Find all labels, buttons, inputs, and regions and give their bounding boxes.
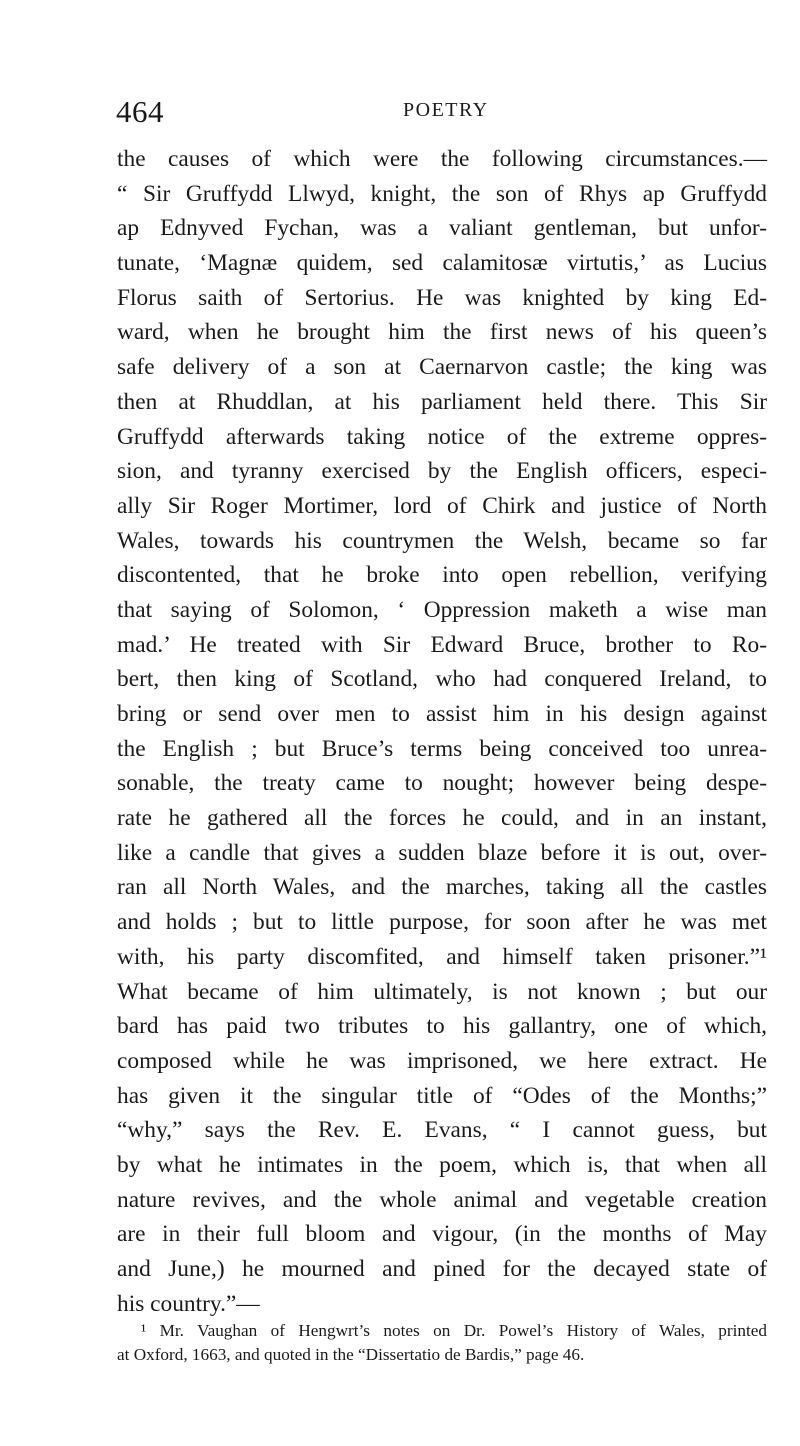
text-line: and June,) he mourned and pined for the decayed state of [117,1256,767,1282]
text-line: and holds ; but to little purpose, for soon after he was met [117,909,767,936]
text-line: ap Ednyved Fychan, was a valiant gentleman, but unfor- [117,215,767,242]
text-line: Gruffydd afterwards taking notice of the extreme oppres- [117,423,767,450]
footnote-line: at Oxford, 1663, and quoted in the “Dissertatio de Bardis,” page 46. [117,1345,585,1364]
text-line: bring or send over men to assist him in his design against [117,701,767,727]
body-text [117,142,767,1321]
text-line: ran all North Wales, and the marches, taking all the castles [117,874,767,901]
text-line: nature revives, and the whole animal and vegetable creation [117,1186,767,1213]
page-number: 464 [116,94,164,129]
text-line: then at Rhuddlan, at his parliament held there. This Sir [117,388,767,415]
text-line: What became of him ultimately, is not known ; but our [117,978,767,1005]
text-line: tunate, ‘Magnæ quidem, sed calamitosæ virtutis,’ as Lucius [117,250,767,277]
footnote-line: ¹ Mr. Vaughan of Hengwrt’s notes on Dr. Powel’s History of Wales, printed [141,1321,767,1340]
page-header [0,92,800,132]
text-line: the English ; but Bruce’s terms being conceived too unrea- [117,735,767,762]
text-line: bard has paid two tributes to his gallantry, one of which, [117,1013,767,1040]
text-line: that saying of Solomon, ‘ Oppression maketh a wise man [117,596,767,623]
text-line: his country.”— [117,1290,260,1317]
text-line: composed while he was imprisoned, we here extract. He [117,1047,767,1074]
running-head: POETRY [403,99,489,121]
text-line: are in their full bloom and vigour, (in the months of May [117,1221,767,1248]
text-line: by what he intimates in the poem, which is, that when all [117,1151,767,1178]
text-line: has given it the singular title of “Odes of the Months;” [117,1082,767,1109]
text-line: sion, and tyranny exercised by the English officers, especi- [117,458,767,485]
text-line: discontented, that he broke into open rebellion, verifying [117,562,767,589]
text-line: “why,” says the Rev. E. Evans, “ I cannot guess, but [117,1117,767,1144]
text-line: ally Sir Roger Mortimer, lord of Chirk and justice of North [117,492,767,519]
text-line: mad.’ He treated with Sir Edward Bruce, brother to Ro- [117,631,767,658]
text-line: ward, when he brought him the first news of his queen’s [117,319,767,346]
text-line: rate he gathered all the forces he could, and in an instant, [117,805,767,832]
text-line: the causes of which were the following circumstances.— [117,146,767,172]
text-line: with, his party discomfited, and himself taken prisoner.”¹ [117,943,767,970]
text-line: bert, then king of Scotland, who had conquered Ireland, to [117,666,767,693]
footnote [117,1319,767,1367]
text-line: “ Sir Gruffydd Llwyd, knight, the son of Rhys ap Gruffydd [117,180,767,207]
text-line: like a candle that gives a sudden blaze before it is out, over- [117,839,767,866]
text-line: Wales, towards his countrymen the Welsh, became so far [117,527,767,554]
text-line: sonable, the treaty came to nought; however being despe- [117,770,767,797]
text-line: Florus saith of Sertorius. He was knighted by king Ed- [117,284,767,311]
text-line: safe delivery of a son at Caernarvon castle; the king was [117,354,767,381]
